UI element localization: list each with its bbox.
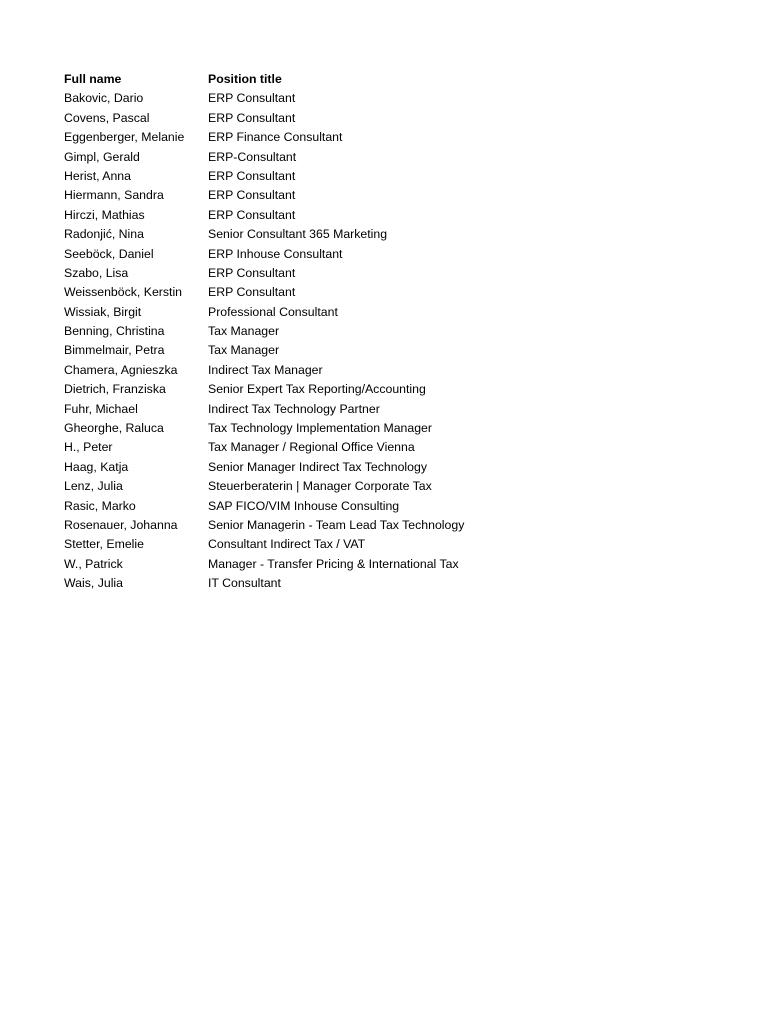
full-name-cell: Gimpl, Gerald [64,149,140,164]
position-title-cell: Tax Manager / Regional Office Vienna [208,440,415,455]
table-header-row [64,70,494,89]
position-title-cell: ERP Consultant [208,265,296,280]
position-title-cell: Senior Manager Indirect Tax Technology [208,459,427,474]
table-row [64,516,494,535]
table-row [64,555,494,574]
full-name-cell: Haag, Katja [64,459,129,474]
table-row [64,167,494,186]
full-name-cell: Eggenberger, Melanie [64,130,185,145]
full-name-cell: Hirczi, Mathias [64,207,145,222]
full-name-cell: Rasic, Marko [64,498,136,513]
position-title-cell: Senior Consultant 365 Marketing [208,227,388,242]
full-name-cell: Benning, Christina [64,324,165,339]
table-row [64,148,494,167]
position-title-cell: IT Consultant [208,576,281,591]
full-name-cell: Radonjić, Nina [64,227,144,242]
table-row [64,206,494,225]
position-title-cell: Steuerberaterin | Manager Corporate Tax [208,479,432,494]
full-name-cell: Lenz, Julia [64,479,123,494]
full-name-cell: Weissenböck, Kerstin [64,285,183,300]
full-name-cell: Wais, Julia [64,576,123,591]
table-row [64,264,494,283]
position-title-cell: ERP Consultant [208,168,296,183]
full-name-cell: W., Patrick [64,556,123,571]
position-title-cell: ERP-Consultant [208,149,297,164]
table-body [64,89,494,593]
full-name-cell: Szabo, Lisa [64,265,129,280]
table-row [64,438,494,457]
table-row [64,283,494,302]
full-name-cell: Seeböck, Daniel [64,246,154,261]
table-row [64,225,494,244]
table-row [64,341,494,360]
position-title-cell: Senior Expert Tax Reporting/Accounting [208,382,426,397]
full-name-cell: Stetter, Emelie [64,537,144,552]
position-title-cell: Manager - Transfer Pricing & International Tax [208,556,459,571]
position-title-cell: ERP Consultant [208,285,296,300]
full-name-cell: Hiermann, Sandra [64,188,164,203]
table-row [64,186,494,205]
table-row [64,109,494,128]
table-row [64,128,494,147]
full-name-cell: Rosenauer, Johanna [64,517,178,532]
full-name-cell: Bimmelmair, Petra [64,343,165,358]
position-title-cell: SAP FICO/VIM Inhouse Consulting [208,498,400,513]
position-title-cell: ERP Consultant [208,91,296,106]
table-row [64,361,494,380]
full-name-cell: Gheorghe, Raluca [64,421,164,436]
full-name-cell: Fuhr, Michael [64,401,138,416]
position-title-cell: ERP Consultant [208,188,296,203]
table-row [64,497,494,516]
full-name-cell: Wissiak, Birgit [64,304,142,319]
full-name-cell: Herist, Anna [64,168,131,183]
table-row [64,245,494,264]
full-name-cell: Covens, Pascal [64,110,150,125]
position-title-cell: Senior Managerin - Team Lead Tax Technology [208,517,465,532]
table-row [64,574,494,593]
table-row [64,89,494,108]
full-name-cell: Chamera, Agnieszka [64,362,178,377]
table-row [64,458,494,477]
table-row [64,380,494,399]
position-title-cell: Tax Manager [208,343,280,358]
position-title-cell: Indirect Tax Manager [208,362,323,377]
table-row [64,477,494,496]
position-title-cell: Tax Technology Implementation Manager [208,421,432,436]
table-row [64,419,494,438]
position-title-header: Position title [208,72,282,86]
table-row [64,322,494,341]
position-title-cell: ERP Consultant [208,110,296,125]
full-name-cell: Dietrich, Franziska [64,382,166,397]
table-row [64,303,494,322]
full-name-header: Full name [64,72,122,86]
position-title-cell: Consultant Indirect Tax / VAT [208,537,366,552]
position-title-cell: ERP Finance Consultant [208,130,343,145]
contacts-table [64,70,494,594]
full-name-cell: H., Peter [64,440,113,455]
table-row [64,400,494,419]
position-title-cell: ERP Consultant [208,207,296,222]
position-title-cell: Tax Manager [208,324,280,339]
full-name-cell: Bakovic, Dario [64,91,144,106]
position-title-cell: Indirect Tax Technology Partner [208,401,380,416]
position-title-cell: ERP Inhouse Consultant [208,246,343,261]
table-row [64,535,494,554]
position-title-cell: Professional Consultant [208,304,338,319]
